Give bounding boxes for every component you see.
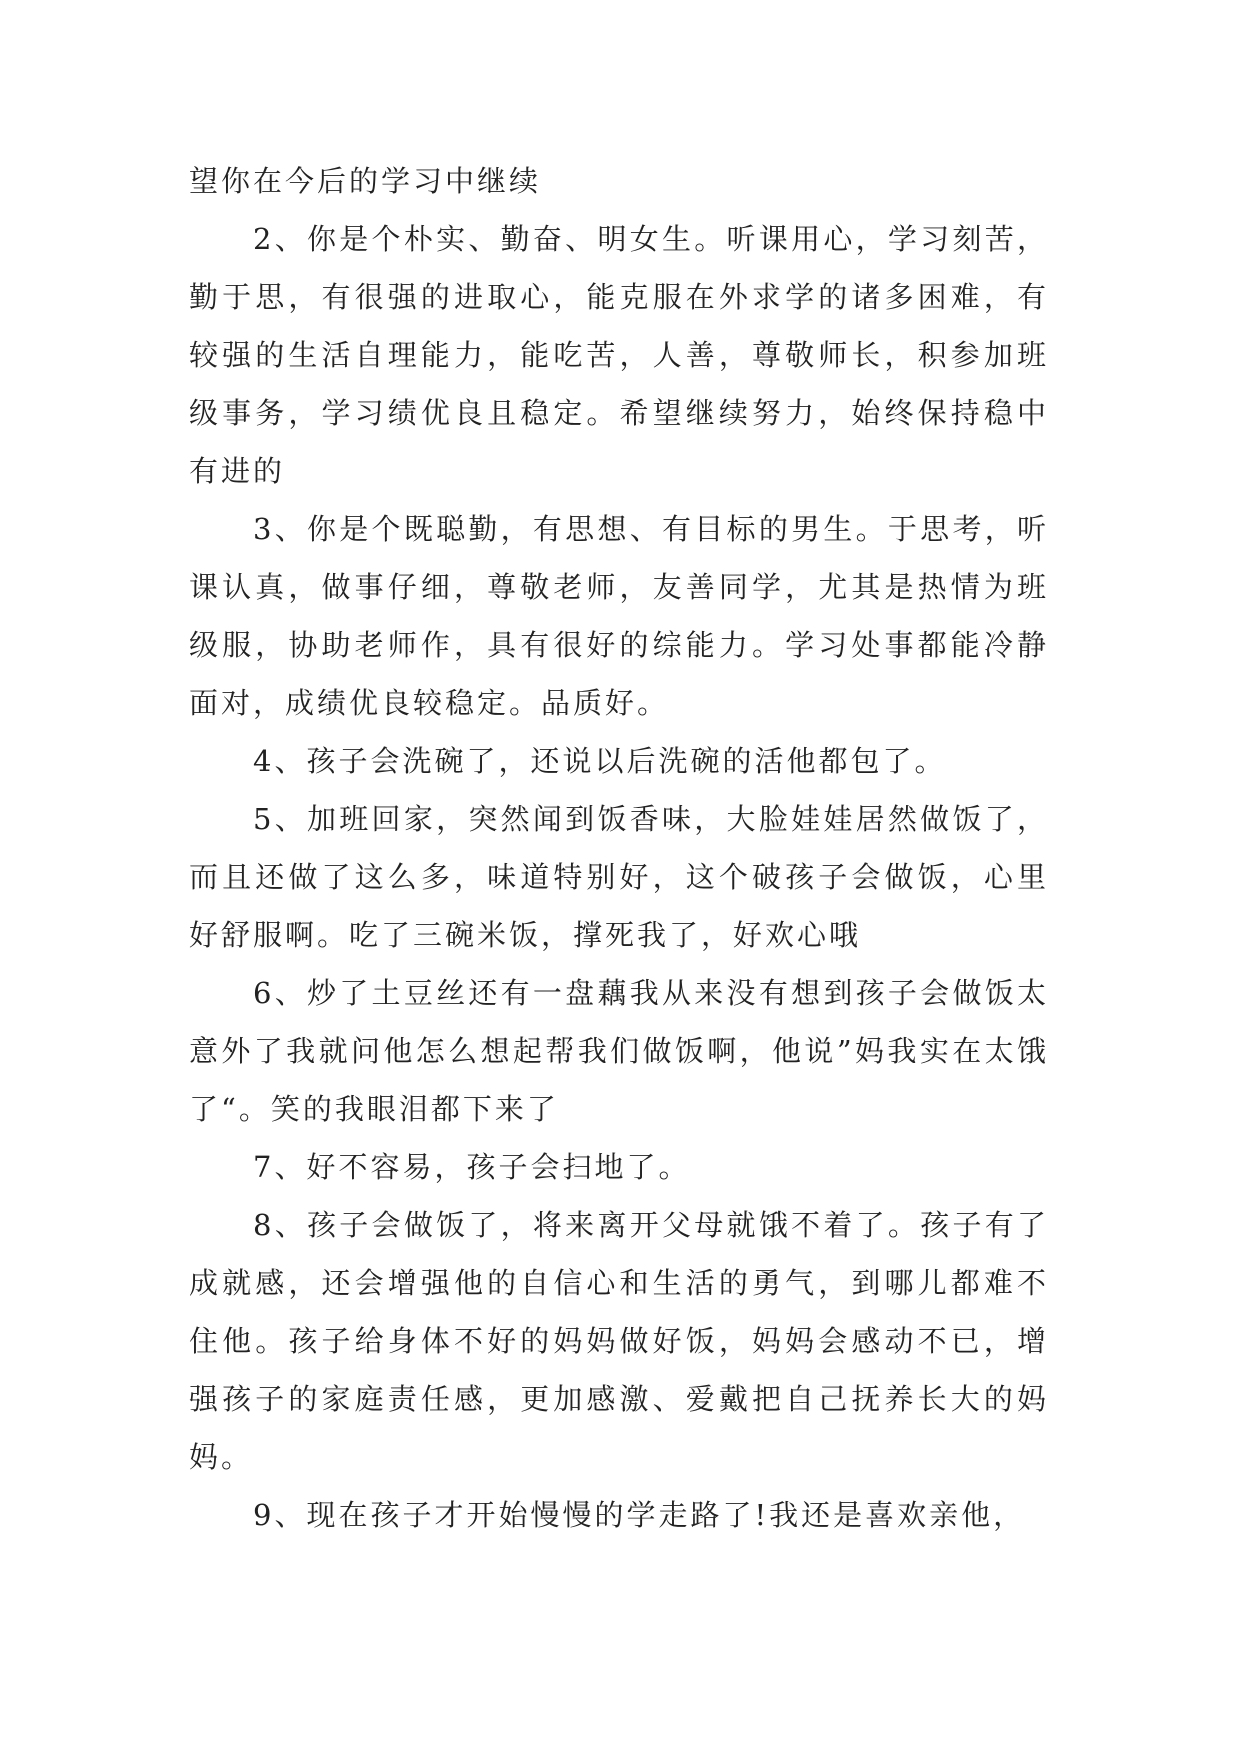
paragraph-item-6: 6、炒了土豆丝还有一盘藕我从来没有想到孩子会做饭太意外了我就问他怎么想起帮我们做饭啊，他说”妈我实在太饿了“。笑的我眼泪都下来了 (189, 976, 1049, 1126)
paragraph-item-8: 8、孩子会做饭了，将来离开父母就饿不着了。孩子有了成就感，还会增强他的自信心和生活的勇气，到哪儿都难不住他。孩子给身体不好的妈妈做好饭，妈妈会感动不已，增强孩子的家庭责任感，更加感激、爱戴把自己抚养长大的妈妈。 (189, 1208, 1049, 1474)
document-body (189, 152, 1049, 1544)
paragraph-item-4: 4、孩子会洗碗了，还说以后洗碗的活他都包了。 (253, 744, 947, 778)
paragraph-item-3: 3、你是个既聪勤，有思想、有目标的男生。于思考，听课认真，做事仔细，尊敬老师，友善同学，尤其是热情为班级服，协助老师作，具有很好的综能力。学习处事都能冷静面对，成绩优良较稳定。品质好。 (189, 512, 1049, 720)
paragraph-continuation: 望你在今后的学习中继续 (189, 164, 542, 198)
paragraph-item-2: 2、你是个朴实、勤奋、明女生。听课用心，学习刻苦，勤于思，有很强的进取心，能克服在外求学的诸多困难，有较强的生活自理能力，能吃苦，人善，尊敬师长，积参加班级事务，学习绩优良且稳定。希望继续努力，始终保持稳中有进的 (189, 222, 1049, 488)
paragraph-item-9: 9、现在孩子才开始慢慢的学走路了!我还是喜欢亲他， (253, 1498, 1026, 1532)
paragraph-item-7: 7、好不容易，孩子会扫地了。 (253, 1150, 691, 1184)
paragraph-item-5: 5、加班回家，突然闻到饭香味，大脸娃娃居然做饭了，而且还做了这么多，味道特别好，这个破孩子会做饭，心里好舒服啊。吃了三碗米饭，撑死我了，好欢心哦 (189, 802, 1049, 952)
